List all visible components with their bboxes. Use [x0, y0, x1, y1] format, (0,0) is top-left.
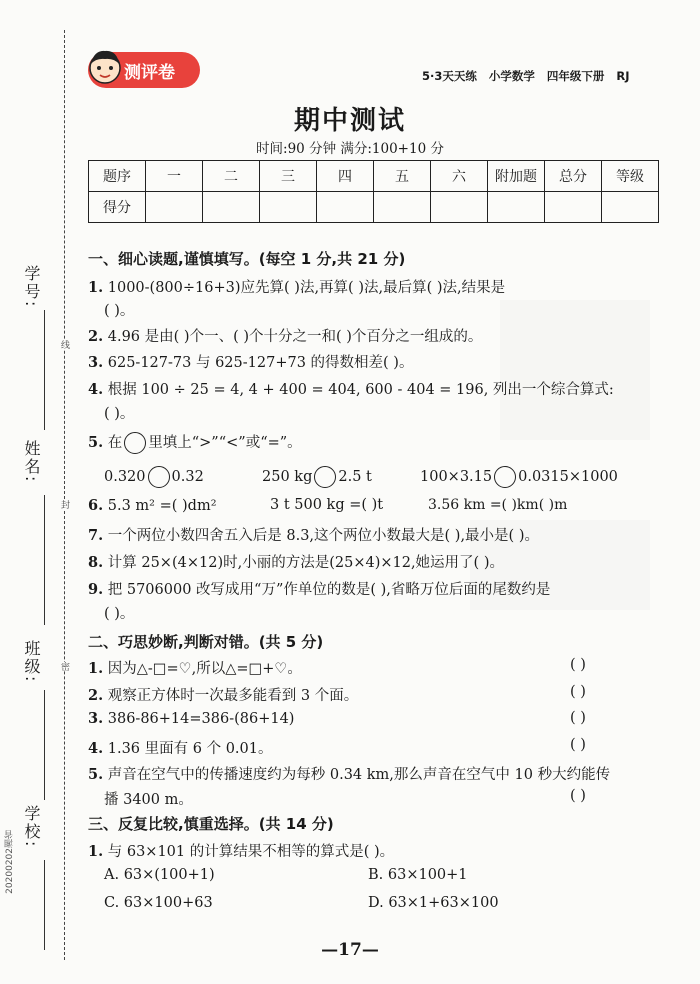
series-item: 四年级下册	[546, 69, 605, 83]
score-input-cell[interactable]	[374, 192, 431, 223]
option-c[interactable]: C. 63×100+63	[104, 895, 213, 911]
question	[88, 657, 302, 678]
question	[88, 276, 505, 297]
mascot-icon	[86, 46, 124, 88]
question-text: 625-127-73 与 625-127+73 的得数相差( )。	[107, 355, 414, 371]
compare-left: 0.320	[104, 469, 146, 485]
question-text: 1.36 里面有 6 个 0.01。	[107, 741, 273, 757]
score-input-cell[interactable]	[203, 192, 260, 223]
table-cell: 得分	[89, 192, 146, 223]
question-continued: ( )。	[104, 303, 135, 319]
fold-line	[64, 30, 65, 960]
barcode-text: 20200202湘省	[5, 830, 15, 894]
table-cell: 二	[203, 161, 260, 192]
school-line	[44, 860, 45, 950]
question-number: 3.	[88, 710, 104, 727]
compare-item	[420, 466, 618, 488]
student-id-label: 学号:	[22, 265, 41, 309]
question-number: 5.	[88, 434, 104, 451]
compare-right: 2.5 t	[338, 469, 372, 485]
question-text: 计算 25×(4×12)时,小丽的方法是(25×4)×12,她运用了( )。	[107, 555, 504, 571]
table-row	[89, 161, 659, 192]
question-continued: 播 3400 m。	[104, 792, 193, 808]
option-a[interactable]: A. 63×(100+1)	[104, 867, 215, 883]
compare-item	[104, 466, 204, 488]
seal-mark-xian: 线	[59, 340, 69, 349]
compare-circle-input[interactable]	[148, 466, 170, 488]
compare-circle-input[interactable]	[314, 466, 336, 488]
table-row	[89, 192, 659, 223]
question	[88, 578, 550, 599]
question-number: 2.	[88, 687, 104, 704]
answer-paren[interactable]: ( )	[570, 684, 586, 700]
table-cell: 五	[374, 161, 431, 192]
page-subtitle: 时间:90 分钟 满分:100+10 分	[256, 141, 444, 157]
answer-paren[interactable]: ( )	[570, 710, 586, 726]
question	[88, 431, 302, 454]
question-text: 因为△-□=♡,所以△=□+♡。	[107, 661, 302, 677]
school-label: 学校:	[22, 805, 41, 849]
section-heading: 二、巧思妙断,判断对错。(共 5 分)	[88, 633, 324, 651]
question	[88, 684, 358, 705]
badge-text: 测评卷	[124, 63, 175, 83]
compare-left: 250 kg	[262, 469, 313, 485]
question-number: 1.	[88, 279, 104, 296]
class-line	[44, 690, 45, 800]
page-number: —17—	[321, 940, 379, 960]
question-number: 4.	[88, 381, 104, 398]
question-continued: ( )。	[104, 406, 135, 422]
question-number: 4.	[88, 740, 104, 757]
question	[88, 840, 394, 861]
score-input-cell[interactable]	[545, 192, 602, 223]
answer-paren[interactable]: ( )	[570, 737, 586, 753]
question-text: 把 5706000 改写成用“万”作单位的数是( ),省略万位后面的尾数约是	[107, 582, 551, 598]
student-id-line	[44, 310, 45, 430]
question	[88, 497, 217, 514]
table-cell: 等级	[602, 161, 659, 192]
question-number: 5.	[88, 766, 104, 783]
answer-paren[interactable]: ( )	[570, 788, 586, 804]
question-text: 1000-(800÷16+3)应先算( )法,再算( )法,最后算( )法,结果是	[107, 280, 506, 296]
circle-icon	[124, 432, 146, 454]
compare-item	[262, 466, 372, 488]
question-number: 9.	[88, 581, 104, 598]
question	[88, 551, 504, 572]
name-label: 姓名:	[22, 440, 41, 484]
seal-mark-mi: 密	[59, 662, 69, 671]
score-input-cell[interactable]	[146, 192, 203, 223]
question	[88, 351, 413, 372]
question-text: 与 63×101 的计算结果不相等的算式是( )。	[107, 844, 395, 860]
question-number: 1.	[88, 843, 104, 860]
compare-right: 0.32	[171, 469, 204, 485]
question-text: 3.56 km =( )km( )m	[428, 497, 568, 513]
question-text: 4.96 是由( )个一、( )个十分之一和( )个百分之一组成的。	[107, 329, 483, 345]
seal-mark-feng: 封	[59, 500, 69, 509]
question	[88, 763, 610, 784]
score-input-cell[interactable]	[602, 192, 659, 223]
question-continued: ( )。	[104, 606, 135, 622]
question-number: 2.	[88, 328, 104, 345]
question	[88, 710, 294, 727]
question-text: 5.3 m² =( )dm²	[107, 498, 217, 514]
table-cell: 一	[146, 161, 203, 192]
question	[88, 378, 614, 399]
score-input-cell[interactable]	[488, 192, 545, 223]
series-item: RJ	[616, 69, 630, 83]
series-label	[422, 68, 638, 84]
question-text: 386-86+14=386-(86+14)	[107, 711, 295, 727]
table-cell: 六	[431, 161, 488, 192]
table-cell: 附加题	[488, 161, 545, 192]
table-cell: 三	[260, 161, 317, 192]
table-cell: 题序	[89, 161, 146, 192]
question-text: 里填上“>”“<”或“=”。	[148, 435, 302, 451]
option-b[interactable]: B. 63×100+1	[368, 867, 468, 883]
score-input-cell[interactable]	[317, 192, 374, 223]
section-heading: 三、反复比较,慎重选择。(共 14 分)	[88, 815, 334, 833]
section-heading: 一、细心读题,谨慎填写。(每空 1 分,共 21 分)	[88, 250, 406, 268]
question-text: 观察正方体时一次最多能看到 3 个面。	[107, 688, 359, 704]
question-text: 在	[107, 435, 123, 451]
option-d[interactable]: D. 63×1+63×100	[368, 895, 499, 911]
score-table	[88, 160, 659, 223]
compare-right: 0.0315×1000	[518, 469, 618, 485]
question-text: 根据 100 ÷ 25 = 4, 4 + 400 = 404, 600 - 404 = 196, 列出一个综合算式:	[107, 382, 614, 398]
table-cell: 四	[317, 161, 374, 192]
question-text: 3 t 500 kg =( )t	[270, 497, 384, 513]
page-title: 期中测试	[293, 106, 406, 136]
question-text: 声音在空气中的传播速度约为每秒 0.34 km,那么声音在空气中 10 秒大约能传	[107, 767, 611, 783]
question-text: 一个两位小数四舍五入后是 8.3,这个两位小数最大是( ),最小是( )。	[107, 528, 539, 544]
class-label: 班级:	[22, 640, 41, 684]
question	[88, 524, 539, 545]
question-number: 6.	[88, 497, 104, 514]
compare-left: 100×3.15	[420, 469, 493, 485]
series-item: 小学数学	[488, 69, 535, 83]
bleed-through	[500, 300, 650, 440]
series-item: 5·3天天练	[422, 69, 477, 83]
table-cell: 总分	[545, 161, 602, 192]
question-number: 1.	[88, 660, 104, 677]
score-input-cell[interactable]	[260, 192, 317, 223]
name-line	[44, 495, 45, 625]
answer-paren[interactable]: ( )	[570, 657, 586, 673]
question-number: 3.	[88, 354, 104, 371]
question	[88, 325, 482, 346]
question-number: 8.	[88, 554, 104, 571]
score-input-cell[interactable]	[431, 192, 488, 223]
question	[88, 737, 272, 758]
question-number: 7.	[88, 527, 104, 544]
compare-circle-input[interactable]	[494, 466, 516, 488]
